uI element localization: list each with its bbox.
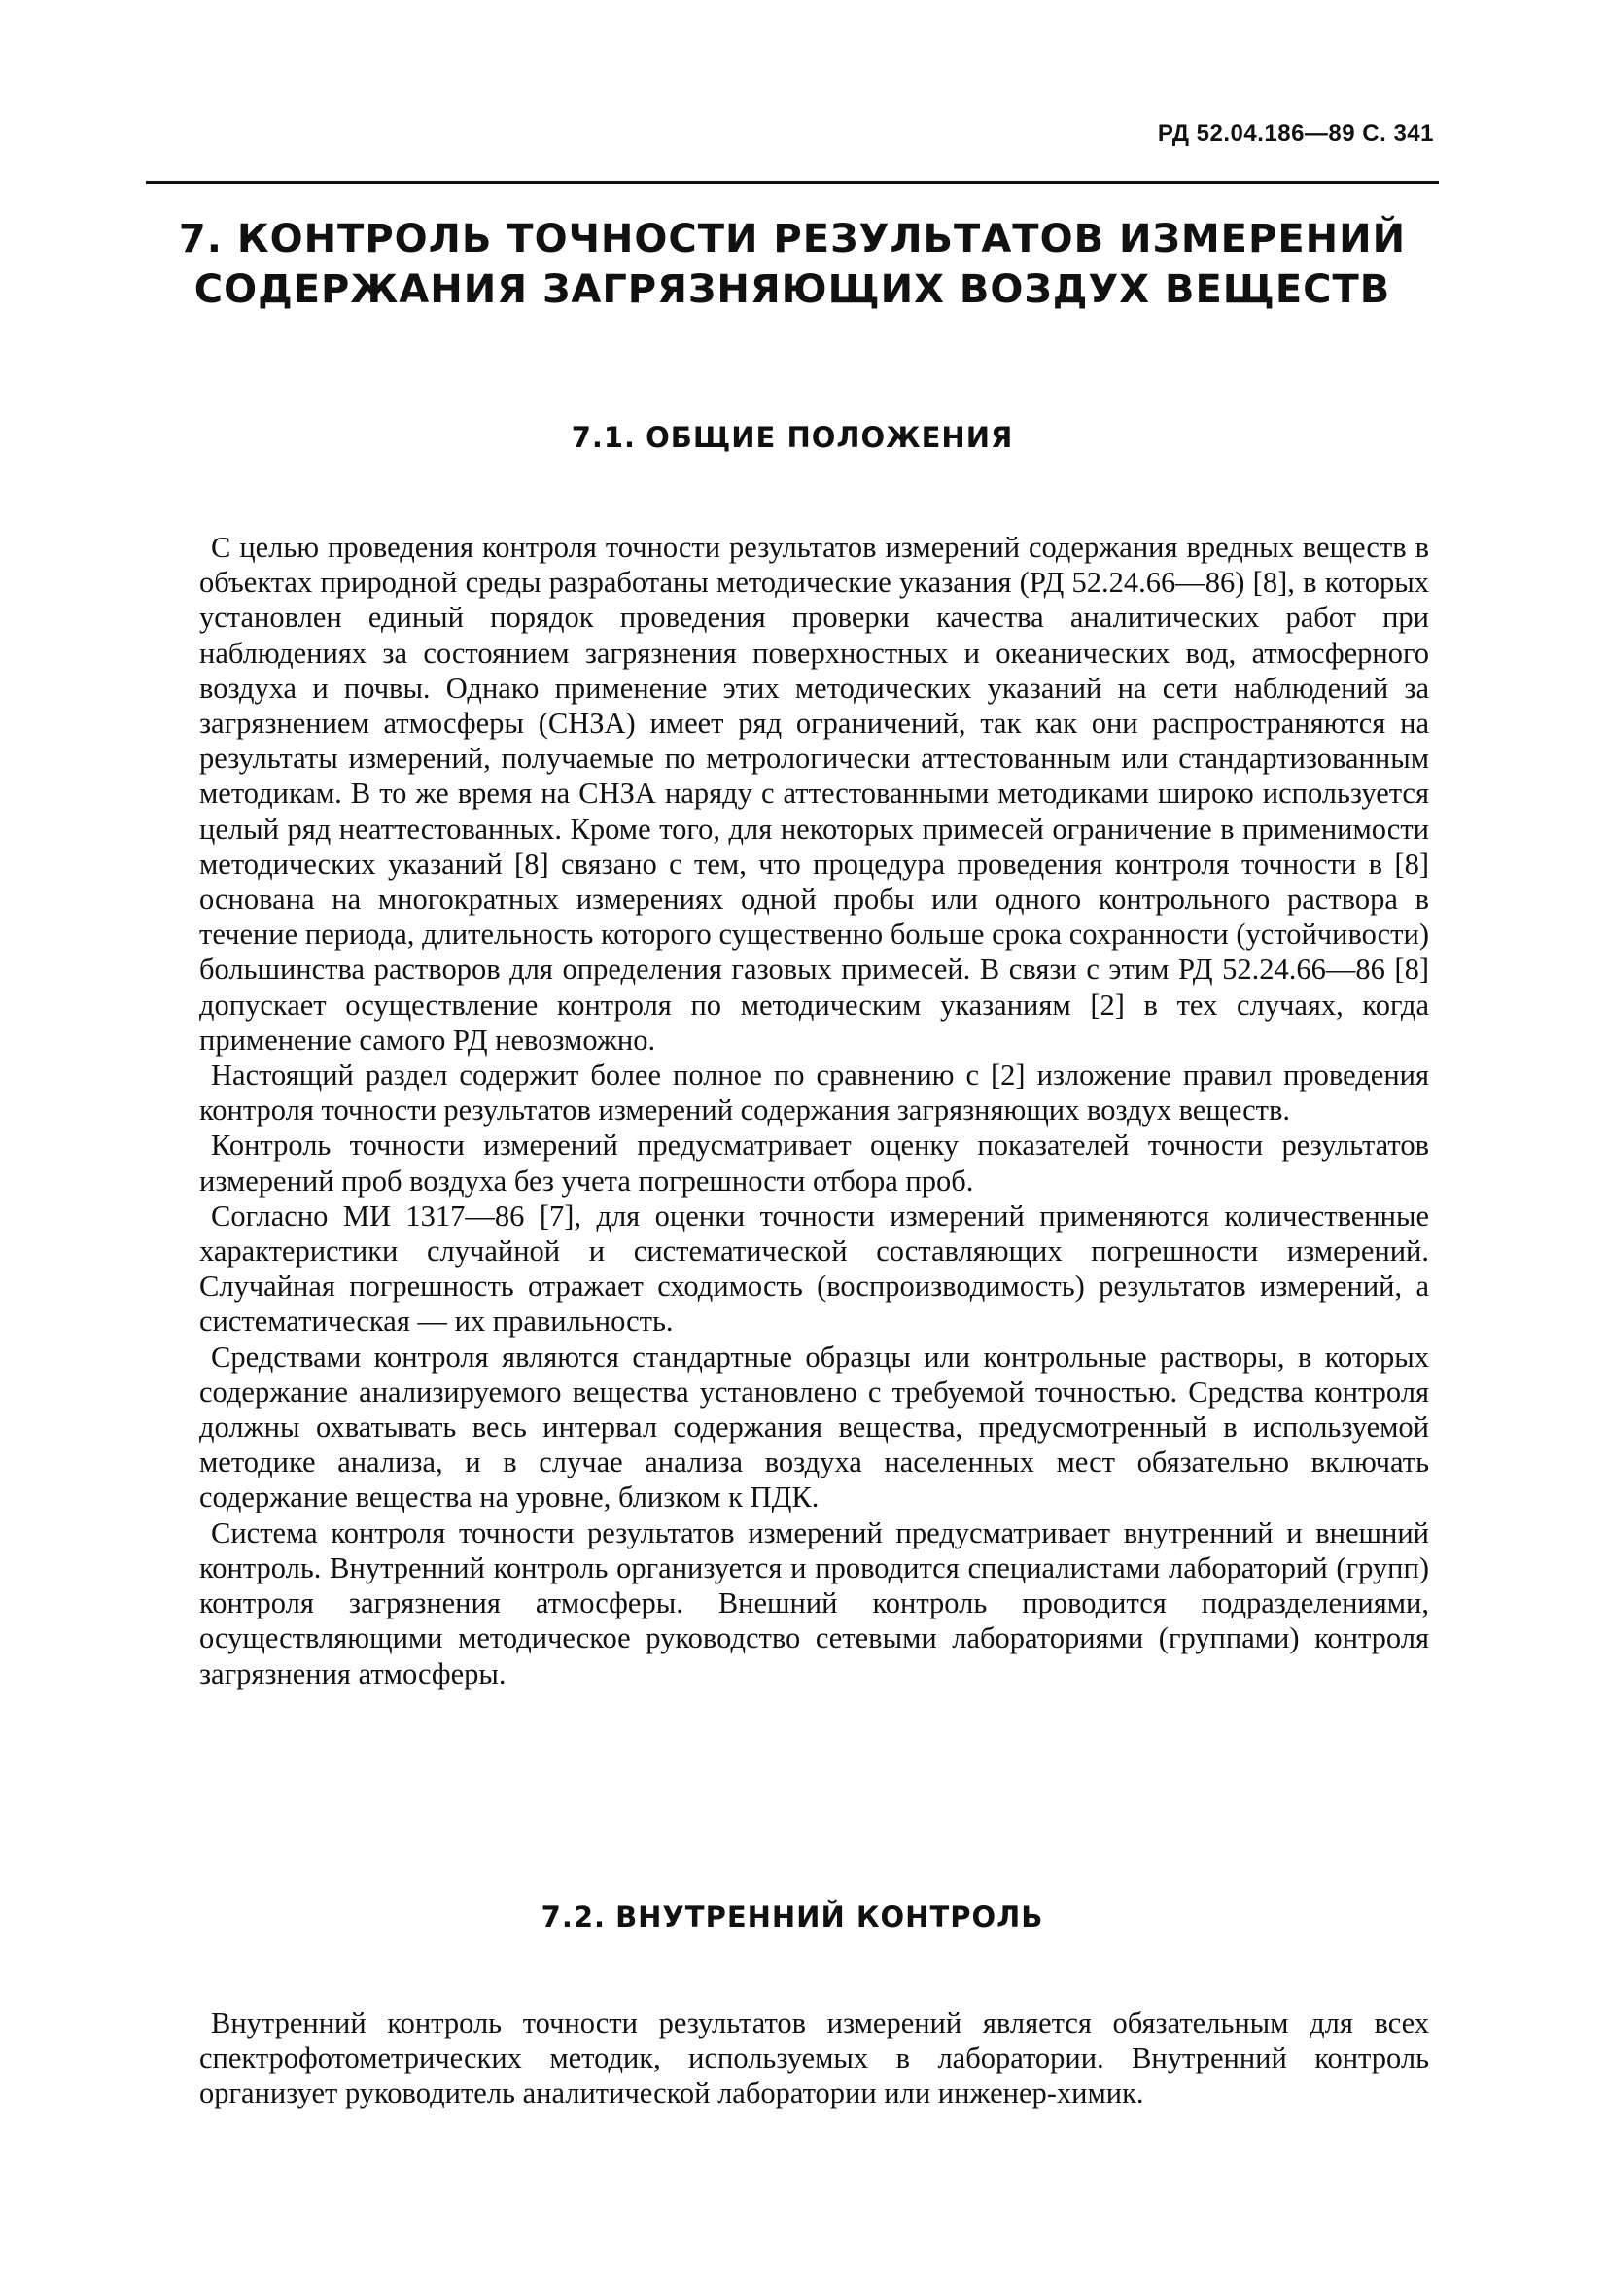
paragraph: Средствами контроля являются стандартные образцы или контрольные растворы, в которых содержание анализируемого вещества установлено с требуемой точностью. Средства контроля должны охватывать весь интервал содержания вещества, предусмотренный в используемой методике анализа, и в случае анализа воздуха населенных мест обязательно включать содержание вещества на уровне, близком к ПДК. xyxy=(199,1339,1429,1514)
paragraph: Настоящий раздел содержит более полное по сравнению с [2] изложение правил проведения контроля точности результатов измерений содержания загрязняющих воздух веществ. xyxy=(199,1059,1429,1128)
paragraph: Согласно МИ 1317—86 [7], для оценки точности измерений применяются количественные характеристики случайной и систематической составляющих погрешности измерений. Случайная погрешность отражает сходимость (воспроизводимость) результатов измерений, а систематическая — их правильность. xyxy=(199,1199,1429,1339)
section-number: 7.2. xyxy=(541,1900,607,1933)
header-rule xyxy=(146,181,1439,184)
paragraph: Система контроля точности результатов измерений предусматривает внутренний и внешний контроль. Внутренний контроль организуется и проводится специалистами лабораторий (групп) контроля загрязнения атмосферы. Внешний контроль проводится подразделениями, осуществляющими методическое руководство сетевыми лабораториями (группами) контроля загрязнения атмосферы. xyxy=(199,1515,1429,1690)
section-heading-general xyxy=(146,421,1439,454)
paragraph: С целью проведения контроля точности результатов измерений содержания вредных веществ в объектах природной среды разработаны методические указания (РД 52.24.66—86) [8], в которых установлен единый порядок проведения проверки качества аналитических работ при наблюдениях за состоянием загрязнения поверхностных и океанических вод, атмосферного воздуха и почвы. Однако применение этих методических указаний на сети наблюдений за загрязнением атмосферы (СНЗА) имеет ряд ограничений, так как они распространяются на результаты измерений, получаемые по метрологически аттестованным или стандартизованным методикам. В то же время на СНЗА наряду с аттестованными методиками широко используется целый ряд неаттестованных. Кроме того, для некоторых примесей ограничение в применимости методических указаний [8] связано с тем, что процедура проведения контроля точности в [8] основана на многократных измерениях одной пробы или одного контрольного раствора в течение периода, длительность которого существенно больше срока сохранности (устойчивости) большинства растворов для определения газовых примесей. В связи с этим РД 52.24.66—86 [8] допускает осуществление контроля по методическим указаниям [2] в тех случаях, когда применение самого РД невозможно. xyxy=(199,531,1429,1057)
paragraph: Контроль точности измерений предусматривает оценку показателей точности результатов измерений проб воздуха без учета погрешности отбора проб. xyxy=(199,1129,1429,1198)
chapter-title-line-1: 7. КОНТРОЛЬ ТОЧНОСТИ РЕЗУЛЬТАТОВ ИЗМЕРЕНИЙ xyxy=(178,217,1407,261)
running-head: РД 52.04.186—89 С. 341 xyxy=(1157,121,1434,147)
section-internal-control-body xyxy=(199,2005,1429,2111)
chapter-title xyxy=(146,214,1439,315)
section-title: ОБЩИЕ ПОЛОЖЕНИЯ xyxy=(646,421,1014,454)
chapter-title-line-2: СОДЕРЖАНИЯ ЗАГРЯЗНЯЮЩИХ ВОЗДУХ ВЕЩЕСТВ xyxy=(193,267,1391,312)
paragraph: Внутренний контроль точности результатов измерений является обязательным для всех спектрофотометрических методик, используемых в лаборатории. Внутренний контроль организует руководитель аналитической лаборатории или инженер-химик. xyxy=(199,2006,1429,2110)
section-general-body xyxy=(199,530,1429,1691)
section-heading-internal-control xyxy=(146,1900,1439,1933)
section-number: 7.1. xyxy=(571,421,637,454)
section-title: ВНУТРЕННИЙ КОНТРОЛЬ xyxy=(615,1900,1044,1933)
